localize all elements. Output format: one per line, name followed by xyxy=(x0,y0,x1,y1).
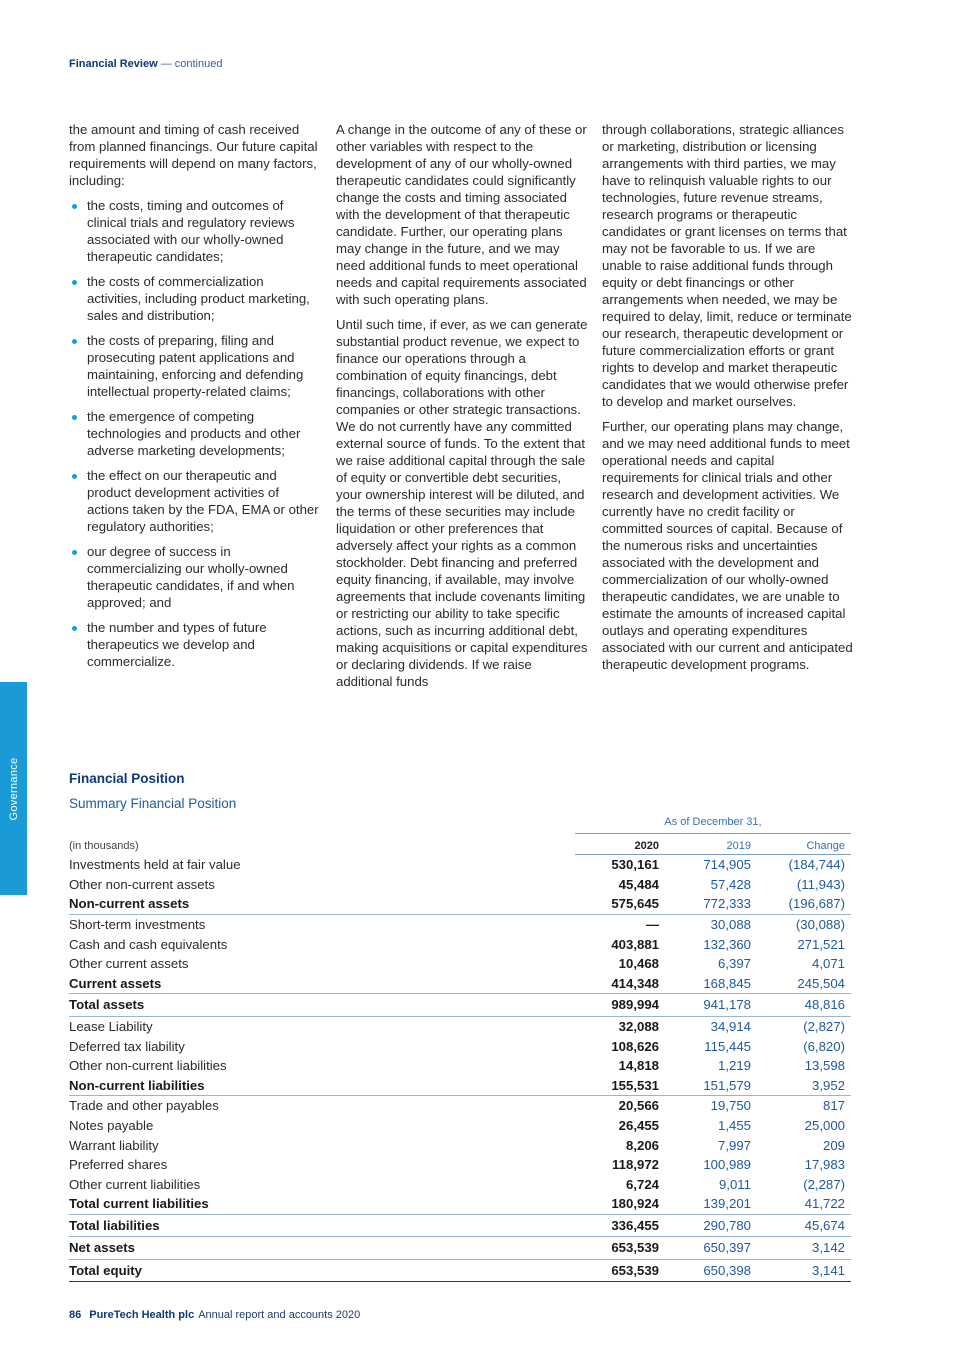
value-2019: 714,905 xyxy=(703,857,751,873)
value-2019: 168,845 xyxy=(665,974,757,994)
column-header-2020: 2020 xyxy=(575,837,665,855)
list-item: the costs of preparing, filing and prosecuting patent applications and maintaining, enforcing and defending intellectual property-related claims; xyxy=(69,332,321,400)
table-row xyxy=(69,1214,851,1237)
value-change: (2,287) xyxy=(803,1176,845,1192)
row-label: Investments held at fair value xyxy=(69,857,241,873)
value-change: (6,820) xyxy=(803,1038,845,1054)
value-2020: 530,161 xyxy=(611,857,659,873)
value-change: 4,071 xyxy=(811,956,845,972)
value-change: (2,827) xyxy=(803,1018,845,1034)
row-label: Preferred shares xyxy=(69,1157,168,1173)
value-2019: 139,201 xyxy=(665,1194,757,1214)
table-row xyxy=(69,855,851,875)
row-label: Notes payable xyxy=(69,1117,154,1133)
list-item: the costs of commercialization activities, including product marketing, sales and distribution; xyxy=(69,273,321,324)
section-subtitle: Summary Financial Position xyxy=(69,796,237,811)
value-2020: 414,348 xyxy=(575,974,665,994)
financial-position-table xyxy=(69,837,851,1282)
company-name: PureTech Health plc xyxy=(89,1309,195,1321)
table-row xyxy=(69,875,851,895)
value-2019: 941,178 xyxy=(665,994,757,1017)
value-2019: 7,997 xyxy=(717,1137,751,1153)
document-name: Annual report and accounts 2020 xyxy=(198,1309,361,1321)
section-side-tab[interactable] xyxy=(0,682,27,895)
text-column-1 xyxy=(69,121,321,678)
value-2019: 115,445 xyxy=(704,1038,751,1054)
value-2019: 1,455 xyxy=(717,1117,751,1133)
value-2020: 403,881 xyxy=(611,936,659,952)
value-2019: 9,011 xyxy=(718,1176,751,1192)
value-2019: 132,360 xyxy=(703,936,751,952)
table-row xyxy=(69,914,851,934)
value-2020: 108,626 xyxy=(611,1038,659,1054)
col2-paragraph-2: Until such time, if ever, as we can generate substantial product revenue, we expect to finance our operations through a combination of equity financings, debt financings, collaborations with other companies or other strategic transactions. We do not currently have any committed external source of funds. To the extent that we raise additional capital through the sale of equity or convertible debt securities, your ownership interest will be diluted, and the terms of these securities may include liquidation or other preferences that adversely affect your rights as a common stockholder. Debt financing and preferred equity financing, if available, may involve agreements that include covenants limiting or restricting our ability to take specific actions, such as incurring additional debt, making acquisitions or capital expenditures or declaring dividends. If we raise additional funds xyxy=(336,317,588,689)
value-2019: 772,333 xyxy=(665,894,757,914)
value-2019: 6,397 xyxy=(717,956,751,972)
col3-paragraph-1: through collaborations, strategic alliances or marketing, distribution or licensing arrangements with third parties, we may have to relinquish valuable rights to our technologies, future revenue streams, research programs or therapeutic candidates or grant licenses on terms that may not be favorable to us. If we are unable to raise additional funds through equity or debt financings or other arrangements when needed, we may be required to delay, limit, reduce or terminate our research, therapeutic development or future commercialization efforts or grant rights to develop and market therapeutic candidates that we would otherwise prefer to develop and market ourselves. xyxy=(602,122,852,409)
table-row xyxy=(69,954,851,974)
col3-paragraph-2: Further, our operating plans may change, and we may need additional funds to meet operational needs and capital requirements for clinical trials and other research and development activities. We currently have no credit facility or committed sources of capital. Because of the numerous risks and uncertainties associated with the development and commercialization of our wholly-owned therapeutic candidates, we are unable to estimate the amounts of increased capital outlays and operating expenditures associated with our current and anticipated therapeutic development programs. xyxy=(602,419,853,672)
list-item: the emergence of competing technologies and products and other adverse marketing developments; xyxy=(69,408,321,459)
value-change: 817 xyxy=(822,1098,845,1114)
value-2020: 575,645 xyxy=(575,894,665,914)
header-section: Financial Review xyxy=(69,58,158,70)
value-2020: 336,455 xyxy=(575,1214,665,1237)
value-change: 3,952 xyxy=(757,1075,851,1095)
value-change: 41,722 xyxy=(757,1194,851,1214)
row-label: Trade and other payables xyxy=(69,1098,219,1114)
value-change: (184,744) xyxy=(788,857,845,873)
value-2020: 6,724 xyxy=(625,1176,659,1192)
table-body xyxy=(69,855,851,1282)
value-2020: 32,088 xyxy=(618,1018,659,1034)
row-label: Deferred tax liability xyxy=(69,1038,185,1054)
column-header-change: Change xyxy=(757,837,851,855)
value-2019: 290,780 xyxy=(665,1214,757,1237)
row-label: Other current liabilities xyxy=(69,1176,201,1192)
value-2020: 653,539 xyxy=(575,1237,665,1260)
value-2019: 100,989 xyxy=(703,1157,751,1173)
value-2019: 650,397 xyxy=(665,1237,757,1260)
table-row xyxy=(69,1116,851,1136)
value-change: 3,141 xyxy=(757,1259,851,1282)
value-2020: 26,455 xyxy=(618,1117,659,1133)
value-2019: 57,428 xyxy=(710,876,751,892)
row-label: Warrant liability xyxy=(69,1137,159,1153)
value-2020: 180,924 xyxy=(575,1194,665,1214)
table-row xyxy=(69,934,851,954)
value-2019: 34,914 xyxy=(710,1018,751,1034)
row-label: Other current assets xyxy=(69,956,189,972)
table-row xyxy=(69,1056,851,1076)
value-change: (30,088) xyxy=(795,917,845,933)
row-label: Current assets xyxy=(69,974,575,994)
value-2020: 20,566 xyxy=(618,1098,659,1114)
value-change: 25,000 xyxy=(804,1117,845,1133)
table-header-row xyxy=(69,837,851,855)
value-change: (11,943) xyxy=(796,876,845,892)
text-column-3 xyxy=(602,121,854,681)
value-2019: 1,219 xyxy=(717,1058,751,1074)
table-row xyxy=(69,1096,851,1116)
value-change: 48,816 xyxy=(757,994,851,1017)
column-header-2019: 2019 xyxy=(665,837,757,855)
table-row xyxy=(69,1174,851,1194)
value-change: 3,142 xyxy=(757,1237,851,1260)
table-row xyxy=(69,1194,851,1214)
table-row xyxy=(69,1036,851,1056)
col1-intro: the amount and timing of cash received from planned financings. Our future capital requirements will depend on many factors, including: xyxy=(69,122,318,188)
table-row xyxy=(69,1016,851,1036)
row-label: Total equity xyxy=(69,1259,575,1282)
value-2019: 19,750 xyxy=(710,1098,751,1114)
period-label: As of December 31, xyxy=(575,816,851,834)
list-item: the effect on our therapeutic and product development activities of actions taken by the FDA, EMA or other regulatory authorities; xyxy=(69,467,321,535)
value-2019: 30,088 xyxy=(710,917,751,933)
value-change: 17,983 xyxy=(804,1157,845,1173)
value-change: (196,687) xyxy=(757,894,851,914)
value-2020: 14,818 xyxy=(618,1058,659,1074)
row-label: Other non-current assets xyxy=(69,876,215,892)
value-2020: — xyxy=(645,917,659,933)
column-header-label: (in thousands) xyxy=(69,839,139,852)
table-row xyxy=(69,1135,851,1155)
value-change: 45,674 xyxy=(757,1214,851,1237)
table-row xyxy=(69,1259,851,1282)
running-header xyxy=(69,58,222,70)
value-2020: 118,972 xyxy=(612,1157,659,1173)
table-row xyxy=(69,894,851,914)
row-label: Total assets xyxy=(69,994,575,1017)
header-continued: — continued xyxy=(157,58,223,70)
col2-paragraph-1: A change in the outcome of any of these or other variables with respect to the development of any of our wholly-owned therapeutic candidates could significantly change the costs and timing associated with the development of that therapeutic candidate. Further, our operating plans may change in the future, and we may need additional funds to meet operational needs and capital requirements associated with such operating plans. xyxy=(336,122,587,307)
row-label: Short-term investments xyxy=(69,917,206,933)
value-2020: 653,539 xyxy=(575,1259,665,1282)
row-label: Total current liabilities xyxy=(69,1194,575,1214)
row-label: Non-current assets xyxy=(69,894,575,914)
list-item: our degree of success in commercializing our wholly-owned therapeutic candidates, if and when approved; and xyxy=(69,543,321,611)
value-2019: 650,398 xyxy=(665,1259,757,1282)
table-row xyxy=(69,1237,851,1260)
value-change: 271,521 xyxy=(797,936,845,952)
list-item: the costs, timing and outcomes of clinical trials and regulatory reviews associated with our wholly-owned therapeutic candidates; xyxy=(69,197,321,265)
page-number: 86 xyxy=(69,1309,82,1321)
row-label: Total liabilities xyxy=(69,1214,575,1237)
table-row xyxy=(69,974,851,994)
value-2020: 155,531 xyxy=(575,1075,665,1095)
value-2020: 8,206 xyxy=(625,1137,659,1153)
table-row xyxy=(69,1075,851,1095)
value-change: 209 xyxy=(822,1137,845,1153)
value-2020: 989,994 xyxy=(575,994,665,1017)
row-label: Other non-current liabilities xyxy=(69,1058,227,1074)
factors-list xyxy=(69,197,321,670)
value-change: 13,598 xyxy=(804,1058,845,1074)
text-column-2 xyxy=(336,121,588,698)
row-label: Non-current liabilities xyxy=(69,1075,575,1095)
row-label: Cash and cash equivalents xyxy=(69,936,228,952)
list-item: the number and types of future therapeutics we develop and commercialize. xyxy=(69,619,321,670)
value-2020: 10,468 xyxy=(618,956,659,972)
row-label: Net assets xyxy=(69,1237,575,1260)
side-tab-label: Governance xyxy=(7,757,20,820)
value-change: 245,504 xyxy=(757,974,851,994)
row-label: Lease Liability xyxy=(69,1018,153,1034)
table-row xyxy=(69,994,851,1017)
section-title: Financial Position xyxy=(69,771,185,786)
value-2019: 151,579 xyxy=(665,1075,757,1095)
page-footer xyxy=(69,1309,360,1321)
value-2020: 45,484 xyxy=(618,876,659,892)
table-row xyxy=(69,1155,851,1175)
